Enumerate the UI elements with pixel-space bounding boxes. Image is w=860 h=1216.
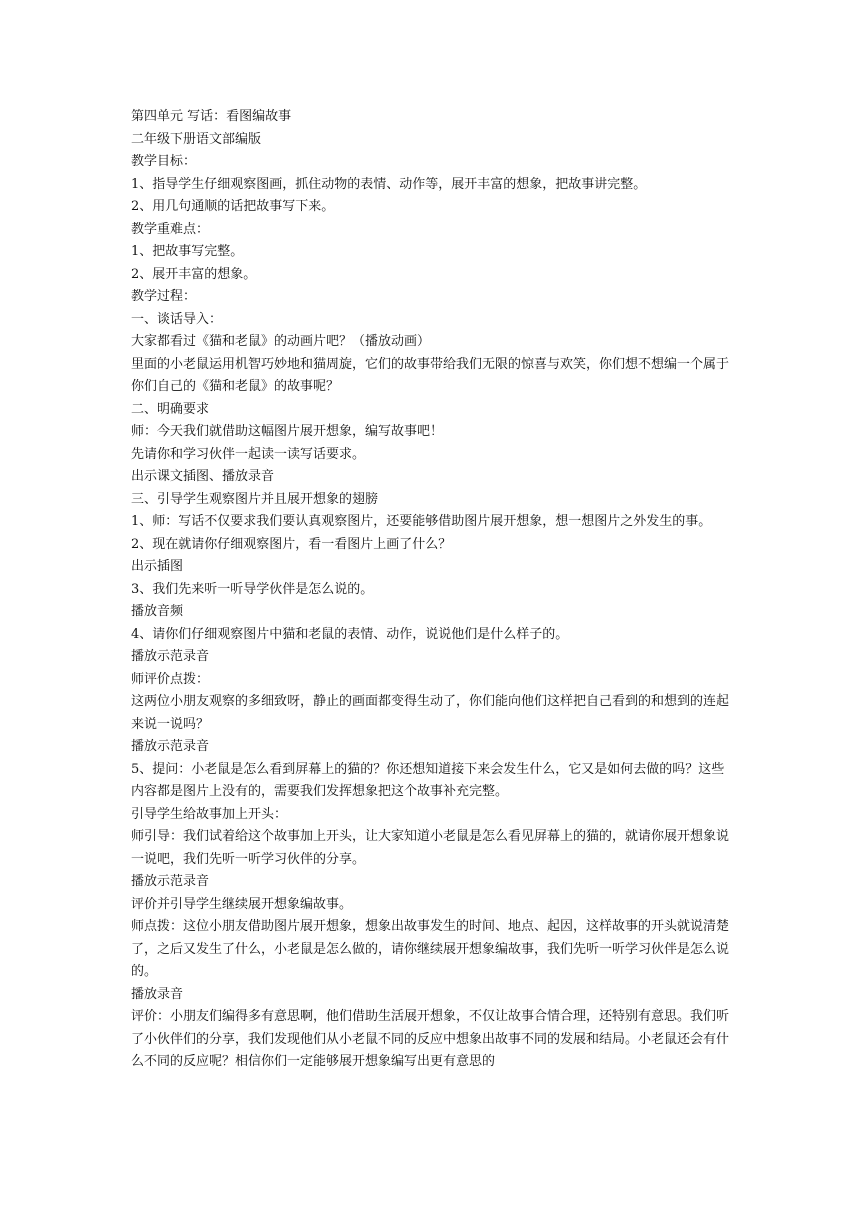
text-line: 播放示范录音 [131, 874, 210, 889]
section-heading: 二、明确要求 [131, 401, 210, 417]
text-line: 1、把故事写完整。 [131, 244, 244, 259]
text-paragraph: 师引导：我们试着给这个故事加上开头，让大家知道小老鼠是怎么看见屏幕上的猫的，就请你展开想象说一说吧，我们先听一听学习伙伴的分享。 [131, 829, 730, 867]
text-paragraph: 5、提问：小老鼠是怎么看到屏幕上的猫的？你还想知道接下来会发生什么，它又是如何去做的吗？这些内容都是图片上没有的，需要我们发挥想象把这个故事补充完整。 [131, 761, 725, 799]
text-paragraph: 评价：小朋友们编得多有意思啊，他们借助生活展开想象，不仅让故事合情合理，还特别有意思。我们听了小伙伴们的分享，我们发现他们从小老鼠不同的反应中想象出故事不同的发展和结局。小老鼠还会有什么不同的反应呢？相信你们一定能够展开想象编写出更有意思的 [131, 1009, 730, 1069]
text-line: 师：今天我们就借助这幅图片展开想象，编写故事吧！ [131, 424, 444, 439]
text-line: 出示插图 [131, 559, 184, 574]
text-line: 大家都看过《猫和老鼠》的动画片吧？（播放动画） [131, 334, 431, 349]
document-body [131, 106, 731, 1074]
text-line: 先请你和学习伙伴一起读一读写话要求。 [131, 446, 366, 462]
text-paragraph: 1、师：写话不仅要求我们要认真观察图片，还要能够借助图片展开想象，想一想图片之外发生的事。 [131, 514, 712, 529]
text-line: 2、用几句通顺的话把故事写下来。 [131, 199, 335, 214]
text-line: 1、指导学生仔细观察图画，抓住动物的表情、动作等，展开丰富的想象，把故事讲完整。 [131, 176, 647, 192]
text-line: 播放音频 [131, 604, 184, 619]
text-line: 3、我们先来听一听导学伙伴是怎么说的。 [131, 581, 374, 597]
section-heading: 教学重难点： [131, 221, 210, 237]
section-heading: 教学目标： [131, 154, 197, 169]
document-title: 第四单元 写话：看图编故事 [131, 109, 292, 124]
text-line: 2、现在就请你仔细观察图片，看一看图片上画了什么？ [131, 536, 452, 552]
section-heading: 一、谈话导入： [131, 311, 223, 327]
text-paragraph: 师点拨：这位小朋友借助图片展开想象，想象出故事发生的时间、地点、起因，这样故事的开头就说清楚了，之后又发生了什么，小老鼠是怎么做的，请你继续展开想象编故事，我们先听一听学习伙伴是怎么说的。 [131, 919, 730, 979]
text-line: 引导学生给故事加上开头： [131, 806, 288, 822]
text-line: 评价并引导学生继续展开想象编故事。 [131, 896, 353, 912]
text-line: 播放录音 [131, 986, 184, 1002]
section-heading: 三、引导学生观察图片并且展开想象的翅膀 [131, 491, 379, 507]
section-heading: 教学过程： [131, 289, 197, 304]
text-line: 2、展开丰富的想象。 [131, 266, 257, 282]
text-line: 4、请你们仔细观察图片中猫和老鼠的表情、动作，说说他们是什么样子的。 [131, 626, 569, 642]
text-line: 出示课文插图、播放录音 [131, 469, 275, 484]
text-line: 播放示范录音 [131, 649, 210, 664]
text-line: 播放示范录音 [131, 739, 210, 754]
text-paragraph: 这两位小朋友观察的多细致呀，静止的画面都变得生动了，你们能向他们这样把自己看到的和想到的连起来说一说吗？ [131, 694, 730, 732]
text-paragraph: 里面的小老鼠运用机智巧妙地和猫周旋，它们的故事带给我们无限的惊喜与欢笑，你们想不想编一个属于你们自己的《猫和老鼠》的故事呢？ [131, 356, 730, 394]
text-line: 师评价点拨： [131, 671, 210, 687]
document-subtitle: 二年级下册语文部编版 [131, 131, 262, 147]
